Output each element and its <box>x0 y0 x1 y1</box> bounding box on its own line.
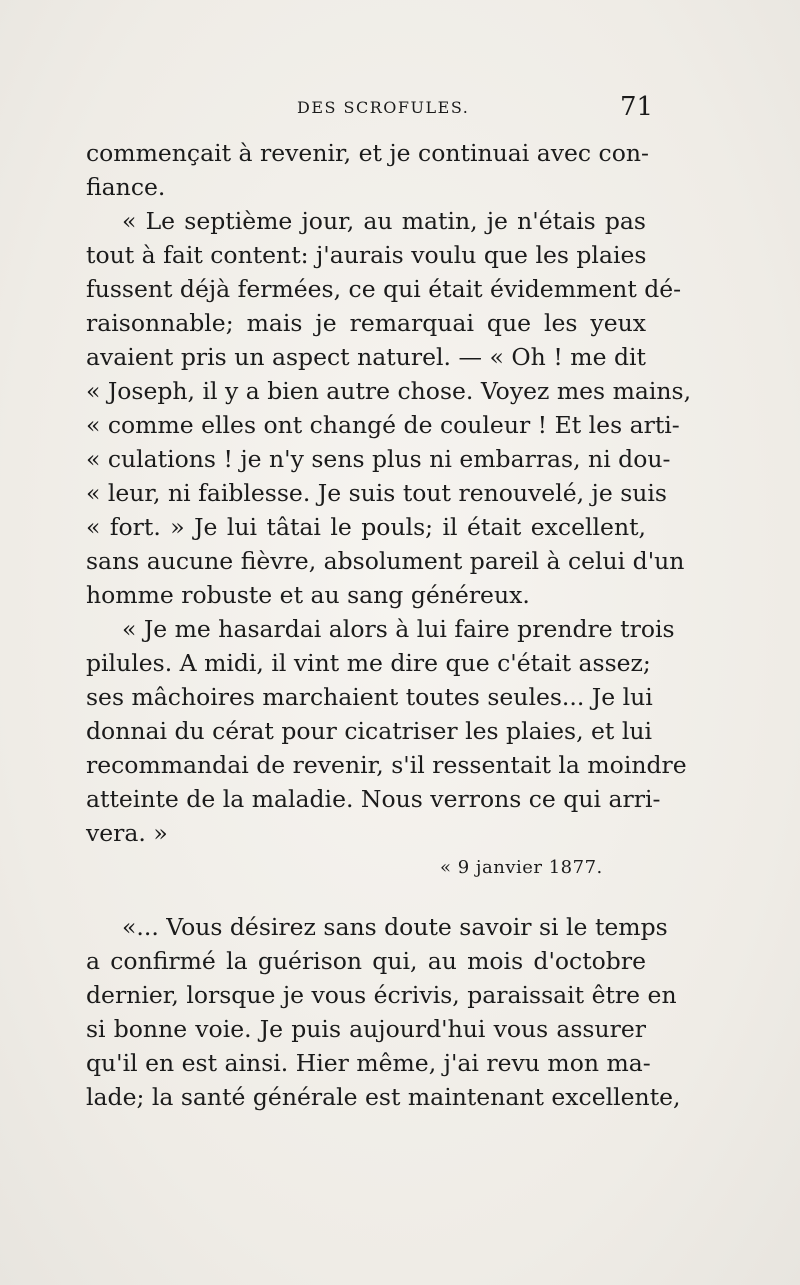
letter-dateline: « 9 janvier 1877. <box>440 857 603 878</box>
text-line: dernier, lorsque je vous écrivis, paraissait être en <box>86 981 677 1009</box>
text-line: recommandai de revenir, s'il ressentait la moindre <box>86 751 687 779</box>
text-line: « leur, ni faiblesse. Je suis tout renouvelé, je suis <box>86 479 667 507</box>
text-line: commençait à revenir, et je continuai avec con- <box>86 139 649 167</box>
text-line: fiance. <box>86 173 166 201</box>
text-line: lade; la santé générale est maintenant excellente, <box>86 1083 681 1111</box>
text-line: sans aucune fièvre, absolument pareil à celui d'un <box>86 547 685 575</box>
text-line: atteinte de la maladie. Nous verrons ce qui arri- <box>86 785 661 813</box>
text-line: ses mâchoires marchaient toutes seules... Je lui <box>86 683 653 711</box>
text-line: «... Vous désirez sans doute savoir si le temps <box>122 913 668 941</box>
text-line: fussent déjà fermées, ce qui était évidemment dé- <box>86 275 682 303</box>
text-line: a confirmé la guérison qui, au mois d'octobre <box>86 947 646 975</box>
text-line: avaient pris un aspect naturel. — « Oh ! me dit <box>86 343 646 371</box>
text-line: raisonnable; mais je remarquai que les yeux <box>86 309 646 337</box>
text-line: qu'il en est ainsi. Hier même, j'ai revu mon ma- <box>86 1049 651 1077</box>
text-line: donnai du cérat pour cicatriser les plaies, et lui <box>86 717 653 745</box>
running-head: DES SCROFULES. <box>297 98 470 117</box>
text-line: si bonne voie. Je puis aujourd'hui vous assurer <box>86 1015 646 1043</box>
text-line: « Le septième jour, au matin, je n'étais pas <box>122 207 646 235</box>
page-number: 71 <box>620 92 654 122</box>
text-line: vera. » <box>86 819 168 847</box>
text-line: homme robuste et au sang généreux. <box>86 581 530 609</box>
text-line: « Je me hasardai alors à lui faire prendre trois <box>122 615 675 643</box>
text-line: « culations ! je n'y sens plus ni embarras, ni dou- <box>86 445 671 473</box>
text-line: « fort. » Je lui tâtai le pouls; il était excellent, <box>86 513 646 541</box>
text-line: « comme elles ont changé de couleur ! Et les arti- <box>86 411 680 439</box>
text-line: « Joseph, il y a bien autre chose. Voyez mes mains, <box>86 377 692 405</box>
text-line: pilules. A midi, il vint me dire que c'était assez; <box>86 649 651 677</box>
text-line: tout à fait content: j'aurais voulu que les plaies <box>86 241 647 269</box>
